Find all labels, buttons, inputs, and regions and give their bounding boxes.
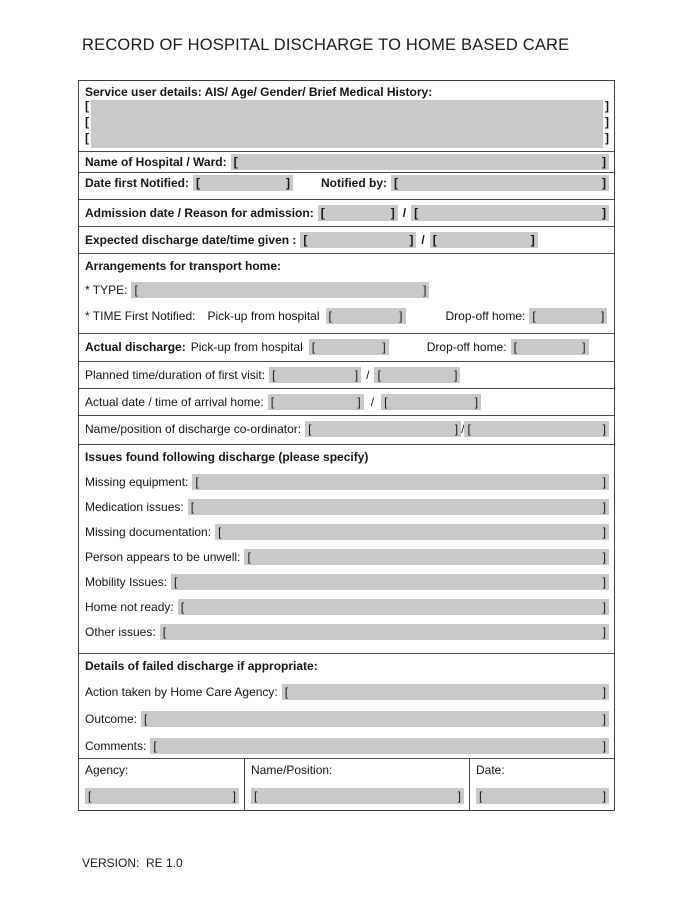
close-bracket: ] xyxy=(602,712,606,726)
date-label: Date: xyxy=(476,763,505,777)
close-bracket: ] xyxy=(474,395,479,409)
open-bracket: [ xyxy=(134,283,138,297)
actual-discharge-pickup-field[interactable] xyxy=(309,339,389,355)
close-bracket: ] xyxy=(457,789,461,803)
issue-other-field[interactable] xyxy=(160,624,609,640)
issue-home-not-ready-field[interactable] xyxy=(178,599,609,615)
notified-by-field[interactable] xyxy=(391,175,609,191)
section-failed-discharge xyxy=(79,653,614,758)
close-bracket: ] xyxy=(602,525,606,539)
name-position-label: Name/Position: xyxy=(251,763,333,777)
date-first-notified-label: Date first Notified: xyxy=(85,176,190,190)
close-bracket: ] xyxy=(601,155,606,169)
open-bracket: [ xyxy=(384,395,388,409)
slash-separator: / xyxy=(421,233,425,247)
issue-mobility-field[interactable] xyxy=(171,574,609,590)
field-value[interactable] xyxy=(91,132,603,148)
signoff-date-cell xyxy=(469,759,614,810)
expected-discharge-label: Expected discharge date/time given : xyxy=(85,233,297,247)
issue-missing-documentation-label: Missing documentation: xyxy=(85,525,212,539)
failed-outcome-label: Outcome: xyxy=(85,712,138,726)
expected-discharge-date-field[interactable] xyxy=(300,232,416,248)
hospital-ward-field[interactable] xyxy=(231,154,609,170)
service-user-details-field[interactable] xyxy=(85,100,609,148)
close-bracket: ] xyxy=(602,739,606,753)
field-value[interactable] xyxy=(91,100,603,116)
notified-by-label: Notified by: xyxy=(321,176,388,190)
failed-comments-label: Comments: xyxy=(85,739,147,753)
close-bracket: ] xyxy=(602,475,606,489)
transport-type-label: * TYPE: xyxy=(85,283,128,297)
open-bracket: [ xyxy=(233,155,238,169)
close-bracket: ] xyxy=(602,685,606,699)
close-bracket: ] xyxy=(605,115,609,129)
arrival-home-time-field[interactable] xyxy=(381,394,481,410)
open-bracket: [ xyxy=(195,475,199,489)
issue-missing-equipment-field[interactable] xyxy=(192,474,609,490)
open-bracket: [ xyxy=(303,233,308,247)
failed-discharge-header: Details of failed discharge if appropriate: xyxy=(85,659,318,673)
signoff-name-position-cell xyxy=(244,759,469,810)
close-bracket: ] xyxy=(409,233,414,247)
open-bracket: [ xyxy=(270,395,275,409)
issue-missing-equipment-label: Missing equipment: xyxy=(85,475,189,489)
admission-reason-field[interactable] xyxy=(411,205,609,221)
issue-medication-label: Medication issues: xyxy=(85,500,184,514)
open-bracket: [ xyxy=(532,309,536,323)
transport-dropoff-field[interactable] xyxy=(529,308,607,324)
close-bracket: ] xyxy=(602,600,606,614)
close-bracket: ] xyxy=(602,789,606,803)
open-bracket: [ xyxy=(272,368,276,382)
close-bracket: ] xyxy=(602,500,606,514)
slash-separator: / xyxy=(402,206,407,220)
close-bracket: ] xyxy=(399,309,403,323)
planned-visit-time-field[interactable] xyxy=(269,367,361,383)
admission-label: Admission date / Reason for admission: xyxy=(85,206,314,220)
close-bracket: ] xyxy=(602,575,606,589)
open-bracket: [ xyxy=(414,206,419,220)
page-title: RECORD OF HOSPITAL DISCHARGE TO HOME BASED CARE xyxy=(82,36,570,54)
close-bracket: ] xyxy=(423,283,427,297)
arrival-home-label: Actual date / time of arrival home: xyxy=(85,395,264,409)
open-bracket: [ xyxy=(328,309,332,323)
row-hospital-ward xyxy=(79,151,614,172)
open-bracket: [ xyxy=(218,525,222,539)
open-bracket: [ xyxy=(467,422,471,436)
close-bracket: ] xyxy=(286,176,291,190)
failed-comments-field[interactable] xyxy=(150,738,609,754)
open-bracket: [ xyxy=(308,422,312,436)
field-value[interactable] xyxy=(91,116,603,132)
transport-header: Arrangements for transport home: xyxy=(85,259,282,273)
hospital-ward-label: Name of Hospital / Ward: xyxy=(85,155,227,169)
open-bracket: [ xyxy=(196,176,201,190)
close-bracket: ] xyxy=(582,340,586,354)
close-bracket: ] xyxy=(232,789,236,803)
close-bracket: ] xyxy=(605,99,609,113)
open-bracket: [ xyxy=(85,99,89,113)
section-transport xyxy=(79,253,614,333)
transport-pickup-field[interactable] xyxy=(326,308,406,324)
close-bracket: ] xyxy=(357,395,361,409)
open-bracket: [ xyxy=(394,176,399,190)
date-field[interactable] xyxy=(476,788,609,804)
issue-other-label: Other issues: xyxy=(85,625,156,639)
agency-label: Agency: xyxy=(85,763,129,777)
open-bracket: [ xyxy=(432,233,437,247)
open-bracket: [ xyxy=(377,368,381,382)
planned-visit-label: Planned time/duration of first visit: xyxy=(85,368,266,382)
transport-type-field[interactable] xyxy=(131,282,429,298)
close-bracket: ] xyxy=(601,176,606,190)
section-service-user-details xyxy=(79,81,614,151)
transport-time-first-notified-label: * TIME First Notified: xyxy=(85,309,196,323)
arrival-home-date-field[interactable] xyxy=(268,394,364,410)
open-bracket: [ xyxy=(320,206,325,220)
row-date-first-notified xyxy=(79,172,614,199)
slash-separator: / xyxy=(366,368,370,382)
open-bracket: [ xyxy=(190,500,195,514)
actual-discharge-label: Actual discharge: xyxy=(85,340,186,354)
open-bracket: [ xyxy=(88,789,92,803)
close-bracket: ] xyxy=(354,368,359,382)
slash-separator: / xyxy=(370,395,375,409)
issue-person-unwell-field[interactable] xyxy=(244,549,609,565)
service-user-line-3[interactable] xyxy=(85,132,609,148)
close-bracket: ] xyxy=(602,422,606,436)
open-bracket: [ xyxy=(513,340,517,354)
section-signoff xyxy=(79,758,614,810)
row-admission xyxy=(79,199,614,226)
open-bracket: [ xyxy=(85,131,89,145)
date-first-notified-field[interactable] xyxy=(193,175,293,191)
open-bracket: [ xyxy=(162,625,167,639)
open-bracket: [ xyxy=(144,712,148,726)
open-bracket: [ xyxy=(174,575,178,589)
row-arrival-home xyxy=(79,388,614,415)
close-bracket: ] xyxy=(602,550,606,564)
issue-person-unwell-label: Person appears to be unwell: xyxy=(85,550,241,564)
open-bracket: [ xyxy=(153,739,157,753)
open-bracket: [ xyxy=(85,115,89,129)
actual-discharge-pickup-label: Pick-up from hospital xyxy=(190,340,303,354)
open-bracket: [ xyxy=(180,600,185,614)
version-label: VERSION: RE 1.0 xyxy=(82,856,183,870)
open-bracket: [ xyxy=(247,550,251,564)
open-bracket: [ xyxy=(254,789,258,803)
row-actual-discharge xyxy=(79,333,614,361)
issues-header: Issues found following discharge (please specify) xyxy=(85,450,369,464)
signoff-agency-cell xyxy=(79,759,244,810)
coordinator-position-field[interactable] xyxy=(464,421,609,437)
close-bracket: ] xyxy=(454,368,458,382)
slash-separator: / xyxy=(461,422,465,436)
close-bracket: ] xyxy=(601,309,605,323)
issue-home-not-ready-label: Home not ready: xyxy=(85,600,174,614)
discharge-form xyxy=(78,80,615,811)
failed-action-label: Action taken by Home Care Agency: xyxy=(85,685,278,699)
close-bracket: ] xyxy=(602,625,606,639)
coordinator-label: Name/position of discharge co-ordinator: xyxy=(85,422,302,436)
service-user-line-2[interactable] xyxy=(85,116,609,132)
failed-outcome-field[interactable] xyxy=(141,711,609,727)
coordinator-name-field[interactable] xyxy=(305,421,461,437)
close-bracket: ] xyxy=(602,206,606,220)
section-issues xyxy=(79,444,614,653)
admission-date-field[interactable] xyxy=(318,205,398,221)
transport-pickup-label: Pick-up from hospital xyxy=(207,309,320,323)
row-coordinator xyxy=(79,415,614,444)
close-bracket: ] xyxy=(390,206,395,220)
transport-dropoff-label: Drop-off home: xyxy=(445,309,526,323)
row-expected-discharge xyxy=(79,226,614,253)
agency-field[interactable] xyxy=(85,788,239,804)
close-bracket: ] xyxy=(530,233,535,247)
close-bracket: ] xyxy=(605,131,609,145)
expected-discharge-time-field[interactable] xyxy=(430,232,538,248)
issue-missing-documentation-field[interactable] xyxy=(215,524,609,540)
actual-discharge-dropoff-label: Drop-off home: xyxy=(426,340,507,354)
issue-mobility-label: Mobility Issues: xyxy=(85,575,168,589)
open-bracket: [ xyxy=(311,340,316,354)
open-bracket: [ xyxy=(479,789,483,803)
name-position-field[interactable] xyxy=(251,788,464,804)
failed-action-field[interactable] xyxy=(282,684,609,700)
service-user-details-label: Service user details: AIS/ Age/ Gender/ Brief Medical History: xyxy=(85,85,433,99)
service-user-line-1[interactable] xyxy=(85,100,609,116)
open-bracket: [ xyxy=(284,685,289,699)
issue-medication-field[interactable] xyxy=(188,499,609,515)
planned-visit-duration-field[interactable] xyxy=(374,367,460,383)
row-planned-visit xyxy=(79,361,614,388)
close-bracket: ] xyxy=(454,422,459,436)
close-bracket: ] xyxy=(382,340,386,354)
actual-discharge-dropoff-field[interactable] xyxy=(511,339,589,355)
